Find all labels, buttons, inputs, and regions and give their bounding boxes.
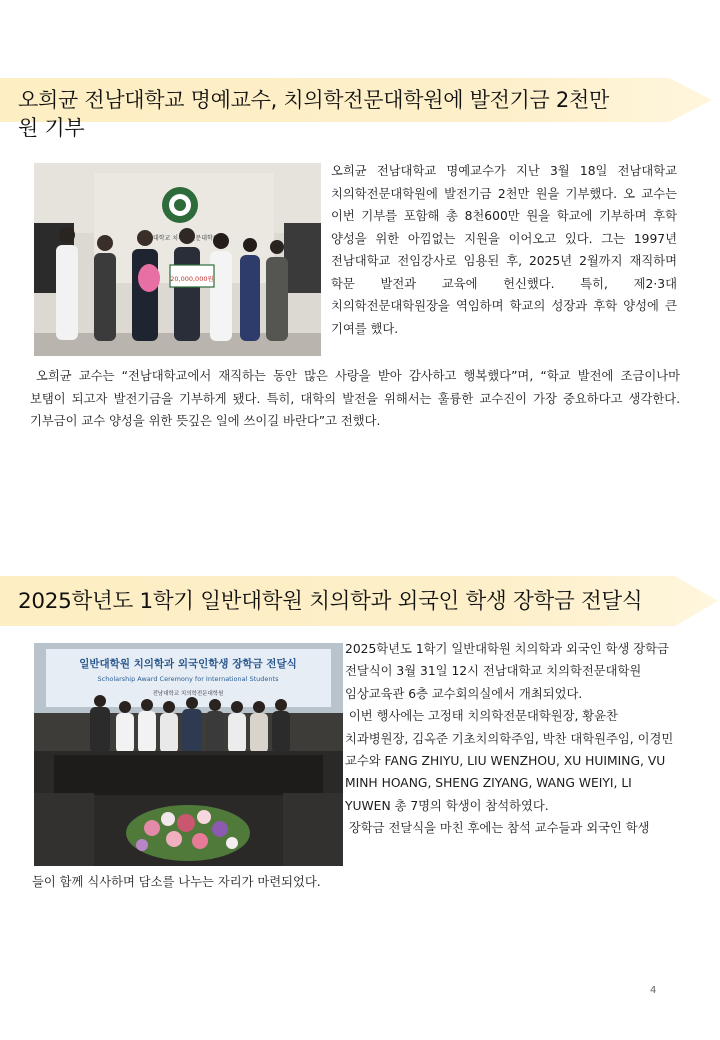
article-1-body-full xyxy=(30,365,680,433)
article-2-para-3-end: 들이 함께 식사하며 담소를 나누는 자리가 마련되었다. xyxy=(32,875,321,889)
donation-photo xyxy=(34,163,321,356)
article-2-body-right xyxy=(345,638,680,840)
photo-sign-text: 전남대학교 치의학전문대학원 xyxy=(141,235,219,242)
article-2-para-3-start: 장학금 전달식을 마친 후에는 참석 교수들과 외국인 학생 xyxy=(345,821,650,836)
article-2-title: 2025학년도 1학기 일반대학원 치의학과 외국인 학생 장학금 전달식 xyxy=(18,589,643,614)
article-1-quote: 오희균 교수는 “전남대학교에서 재직하는 동안 많은 사랑을 받아 감사하고 행복했다”며, “학교 발전에 조금이나마 보탬이 되고자 발전기금을 기부하게 됐다. 특히, 대학의 발전을 위해서는 훌륭한 교수진이 가장 중요하다고 생각한다. 기부금이 교수 양성을 위한 뜻깊은 일에 쓰이길 바란다”고 전했다. xyxy=(30,369,680,428)
scholarship-photo xyxy=(34,643,343,866)
photo-banner-ko: 일반대학원 치의학과 외국인학생 장학금 전달식 xyxy=(79,658,297,670)
article-2-para-2: 이번 행사에는 고정태 치의학전문대학원장, 황윤찬 치과병원장, 김옥준 기초치의학주임, 박찬 대학원주임, 이경민 교수와 FANG ZHIYU, LIU WENZHOU, XU HUIMING, VU MINH HOANG, SHENG ZIYANG, WANG WEIYI, LI YUWEN 총 7명의 학생이 참석하였다. xyxy=(345,709,678,813)
article-1-title: 오희균 전남대학교 명예교수, 치의학전문대학원에 발전기금 2천만원 기부 xyxy=(18,88,609,140)
photo-banner-org: 전남대학교 치의학전문대학원 xyxy=(152,691,224,697)
page-number: 4 xyxy=(650,985,657,996)
article-1-body-right: 오희균 전남대학교 명예교수가 지난 3월 18일 전남대학교 치의학전문대학원에 발전기금 2천만 원을 기부했다. 오 교수는 이번 기부를 포함해 총 8천600만 원을 학교에 기부하며 후학 양성을 위한 아낌없는 지원을 이어오고 있다. 그는 1997년 전남대학교 전임강사로 임용된 후, 2025년 2월까지 재직하며 학문 발전과 교육에 헌신했다. 특히, 제2·3대 치의학전문대학원장을 역임하며 학교의 성장과 후학 양성에 큰 기여를 했다. xyxy=(331,164,677,336)
photo-banner-en: Scholarship Award Ceremony for International Students xyxy=(97,675,279,683)
cheque-amount: 20,000,000원 xyxy=(170,275,214,283)
article-2-para-1: 2025학년도 1학기 일반대학원 치의학과 외국인 학생 장학금 전달식이 3월 31일 12시 전남대학교 치의학전문대학원 임상교육관 6층 교수회의실에서 개최되었다. xyxy=(345,642,669,701)
